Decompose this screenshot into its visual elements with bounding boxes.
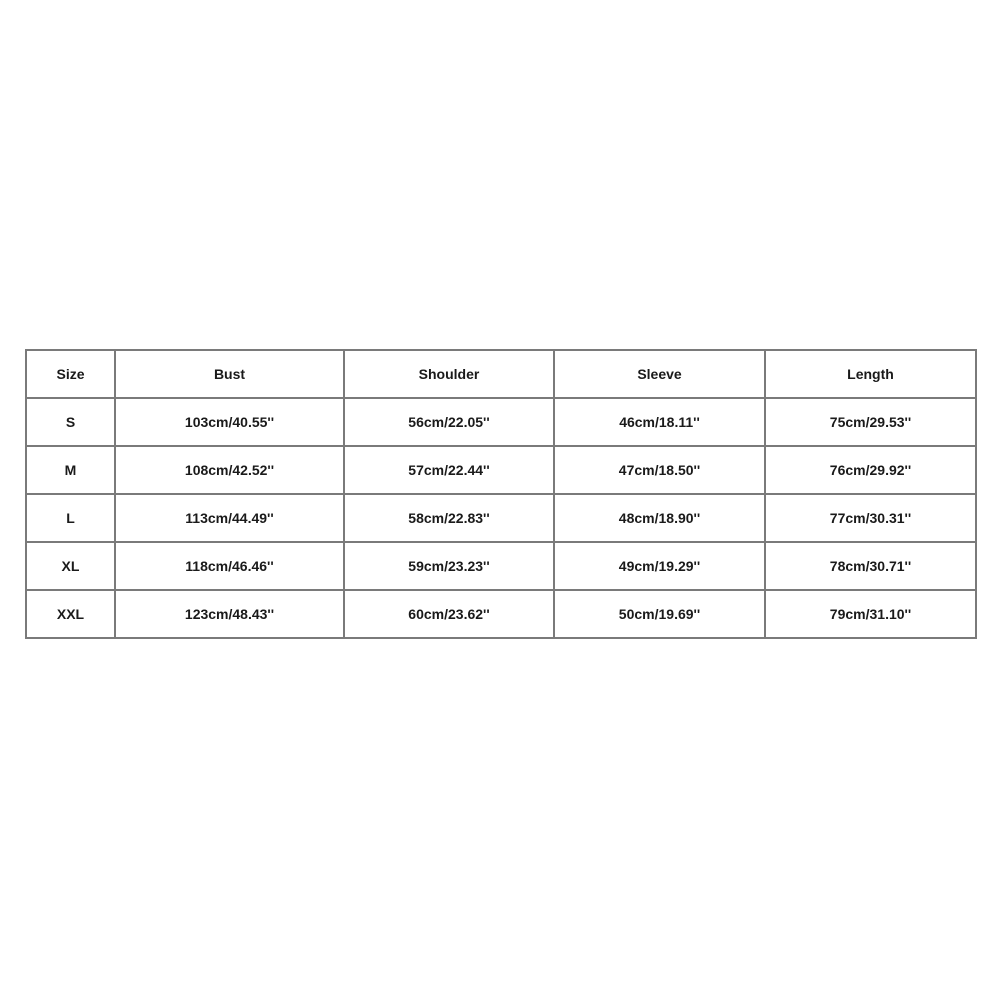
length-cell: 77cm/30.31'' [765, 494, 976, 542]
table-row [26, 590, 976, 638]
header-length: Length [765, 350, 976, 398]
sleeve-cell: 50cm/19.69'' [554, 590, 765, 638]
size-cell: S [26, 398, 115, 446]
header-size: Size [26, 350, 115, 398]
sleeve-cell: 47cm/18.50'' [554, 446, 765, 494]
size-cell: XXL [26, 590, 115, 638]
bust-cell: 118cm/46.46'' [115, 542, 344, 590]
table-row [26, 446, 976, 494]
table-header-row [26, 350, 976, 398]
sleeve-cell: 48cm/18.90'' [554, 494, 765, 542]
sleeve-cell: 49cm/19.29'' [554, 542, 765, 590]
sleeve-cell: 46cm/18.11'' [554, 398, 765, 446]
header-bust: Bust [115, 350, 344, 398]
bust-cell: 103cm/40.55'' [115, 398, 344, 446]
length-cell: 76cm/29.92'' [765, 446, 976, 494]
header-shoulder: Shoulder [344, 350, 554, 398]
size-cell: M [26, 446, 115, 494]
length-cell: 78cm/30.71'' [765, 542, 976, 590]
header-sleeve: Sleeve [554, 350, 765, 398]
shoulder-cell: 60cm/23.62'' [344, 590, 554, 638]
shoulder-cell: 57cm/22.44'' [344, 446, 554, 494]
size-cell: L [26, 494, 115, 542]
shoulder-cell: 56cm/22.05'' [344, 398, 554, 446]
bust-cell: 113cm/44.49'' [115, 494, 344, 542]
bust-cell: 123cm/48.43'' [115, 590, 344, 638]
table-row [26, 398, 976, 446]
table-row [26, 494, 976, 542]
length-cell: 79cm/31.10'' [765, 590, 976, 638]
size-cell: XL [26, 542, 115, 590]
size-chart-table [25, 349, 977, 639]
table-row [26, 542, 976, 590]
length-cell: 75cm/29.53'' [765, 398, 976, 446]
bust-cell: 108cm/42.52'' [115, 446, 344, 494]
shoulder-cell: 58cm/22.83'' [344, 494, 554, 542]
shoulder-cell: 59cm/23.23'' [344, 542, 554, 590]
